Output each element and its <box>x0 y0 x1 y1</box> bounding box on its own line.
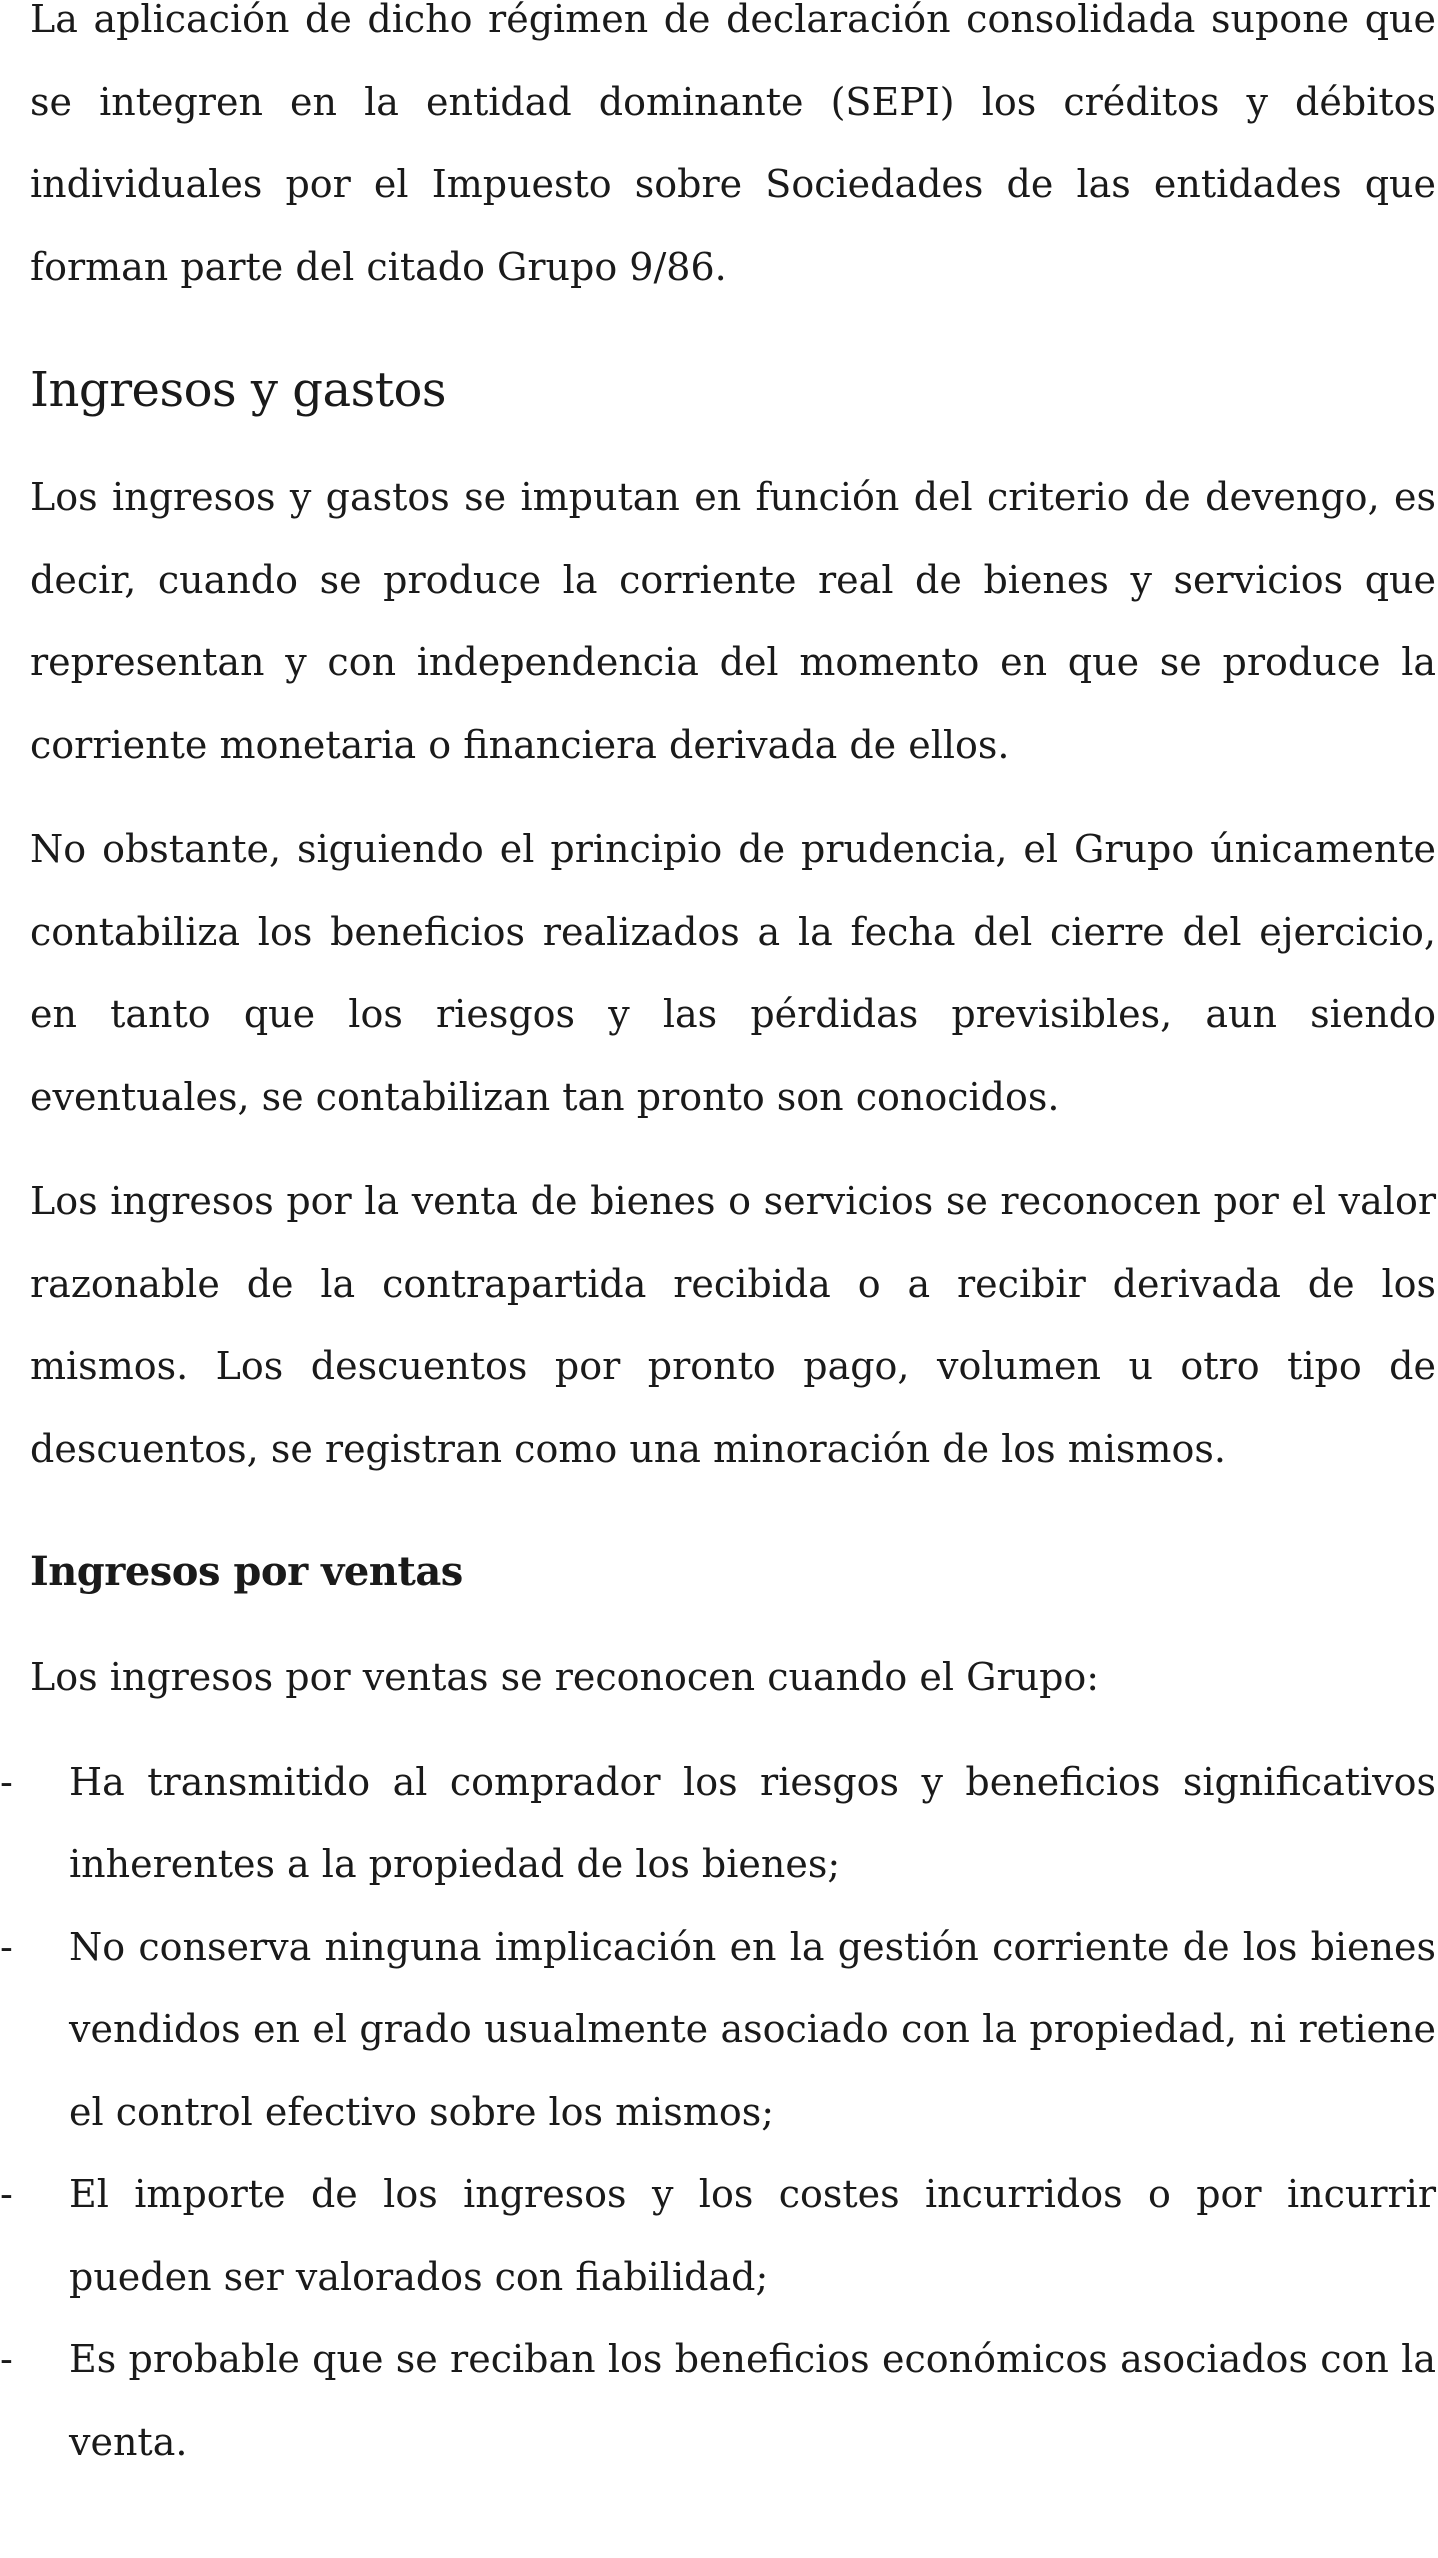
paragraph-consolidated-declaration: La aplicación de dicho régimen de declaración consolidada supone que se integren en la entidad dominante (SEPI) los créditos y débitos individuales por el Impuesto sobre Sociedades de las entidades que forman parte del citado Grupo 9/86. <box>30 0 1436 289</box>
paragraph-prudencia: No obstante, siguiendo el principio de prudencia, el Grupo únicamente contabiliza los beneficios realizados a la fecha del cierre del ejercicio, en tanto que los riesgos y las pérdidas previsibles, aun siendo eventuales, se contabilizan tan pronto son conocidos. <box>30 827 1436 1119</box>
list-item <box>0 1906 1436 2154</box>
list-item-text: Es probable que se reciban los beneficios económicos asociados con la venta. <box>69 2337 1436 2464</box>
dash-bullet: - <box>0 1924 13 1969</box>
list-item <box>0 2318 1436 2483</box>
dash-bullet: - <box>0 1759 13 1804</box>
paragraph-valor-razonable: Los ingresos por la venta de bienes o servicios se reconocen por el valor razonable de la contrapartida recibida o a recibir derivada de los mismos. Los descuentos por pronto pago, volumen u otro tipo de descuentos, se registran como una minoración de los mismos. <box>30 1179 1436 1471</box>
paragraph-devengo: Los ingresos y gastos se imputan en función del criterio de devengo, es decir, cuando se produce la corriente real de bienes y servicios que representan y con independencia del momento en que se produce la corriente monetaria o financiera derivada de ellos. <box>30 475 1436 767</box>
subheading-ingresos-ventas: Ingresos por ventas <box>30 1548 463 1595</box>
list-item-text: Ha transmitido al comprador los riesgos y beneficios significativos inherentes a la propiedad de los bienes; <box>69 1759 1436 1886</box>
list-item <box>0 2153 1436 2318</box>
dash-bullet: - <box>0 2172 13 2216</box>
dash-bullet: - <box>0 2337 13 2381</box>
criteria-list <box>0 1741 1436 2484</box>
list-item-text: El importe de los ingresos y los costes incurridos o por incurrir pueden ser valorados con fiabilidad; <box>69 2172 1436 2299</box>
heading-ingresos-gastos: Ingresos y gastos <box>30 362 447 418</box>
list-item <box>0 1741 1436 1906</box>
list-intro: Los ingresos por ventas se reconocen cuando el Grupo: <box>30 1655 1100 1699</box>
list-item-text: No conserva ninguna implicación en la gestión corriente de los bienes vendidos en el grado usualmente asociado con la propiedad, ni retiene el control efectivo sobre los mismos; <box>69 1924 1436 2134</box>
